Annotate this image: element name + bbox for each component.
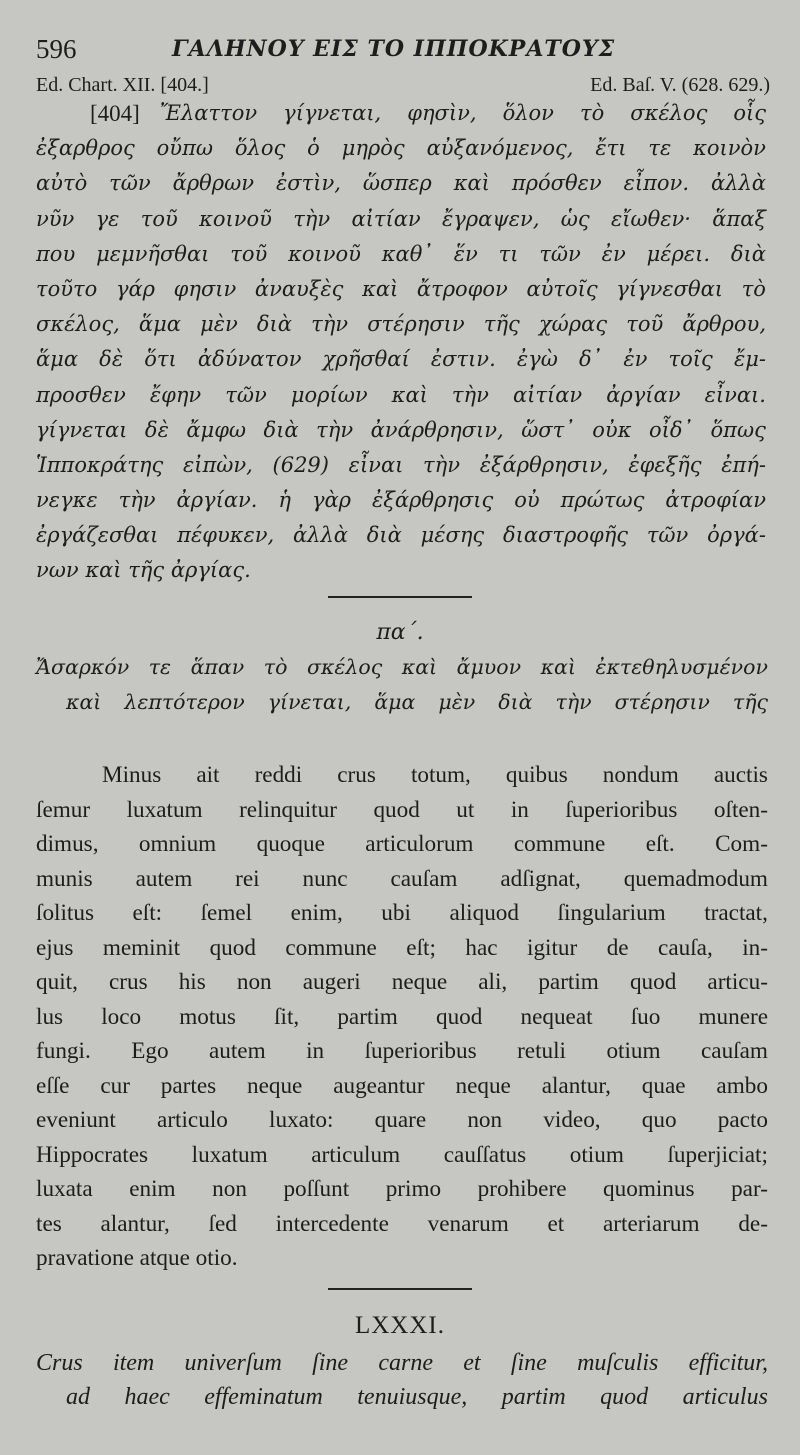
aphorism-latin-line: Crus item univerſum ſine carne et ſine muſculis efficitur, [36, 1350, 768, 1376]
latin-commentary [36, 758, 768, 1276]
latin-line: pravatione atque otio. [36, 1245, 238, 1271]
greek-line: νῦν γε τοῦ κοινοῦ τὴν αἰτίαν ἔγραψεν, ὡς εἴωθεν· ἅπαξ [36, 206, 766, 231]
greek-line: γίγνεται δὲ ἄμφω διὰ τὴν ἀνάρθρησιν, ὥστ᾽ οὐκ οἶδ᾽ ὅπως [36, 417, 766, 442]
latin-line: fungi. Ego autem in ſuperioribus retuli otium cauſam [36, 1038, 768, 1064]
edition-chart-ref: Ed. Chart. XII. [404.] [36, 74, 209, 96]
section-number-greek: πα΄. [376, 620, 424, 645]
aphorism-greek-line: Ἄσαρκόν τε ἅπαν τὸ σκέλος καὶ ἄμυον καὶ ἐκτεθηλυσμένον [36, 655, 768, 679]
greek-line [36, 96, 766, 131]
page-bracket: [404] [90, 101, 140, 126]
greek-line: νεγκε τὴν ἀργίαν. ἡ γὰρ ἐξάρθρησις οὐ πρώτως ἀτροφίαν [36, 488, 766, 513]
latin-line: lus loco motus ſit, partim quod nequeat ſuo munere [36, 1003, 768, 1030]
section-divider [328, 596, 472, 598]
aphorism-greek [36, 650, 768, 720]
running-head: ΓΑΛΗΝΟΥ ΕΙΣ ΤΟ ΙΠΠΟΚΡΑΤΟΥΣ [172, 36, 616, 62]
greek-line: προσθεν ἔφην τῶν μορίων καὶ τὴν αἰτίαν ἀργίαν εἶναι. [36, 382, 766, 407]
greek-line: ἐξαρθρος οὔπω ὅλος ὁ μηρὸς αὐξανόμενος, ἔτι τε κοινὸν [36, 136, 766, 161]
aphorism-latin-line: ad haec effeminatum tenuiusque, partim quod articulus [66, 1384, 768, 1410]
latin-line: munis autem rei nunc cauſam adſignat, quemadmodum [36, 865, 768, 892]
page-header [36, 30, 776, 70]
greek-line: ἅμα δὲ ὅτι ἀδύνατον χρῆσθαί ἐστιν. ἐγὼ δ᾽ ἐν τοῖς ἔμ- [36, 347, 766, 372]
latin-line: ſolitus eſt: ſemel enim, ubi aliquod ſingularium tractat, [36, 900, 768, 926]
latin-line: dimus, omnium quoque articulorum commune eſt. Com- [36, 831, 768, 857]
section-divider [328, 1288, 472, 1290]
latin-line: tes alantur, ſed intercedente venarum et arteriarum de- [36, 1210, 768, 1237]
section-number-latin: LXXXI. [354, 1312, 445, 1339]
latin-line: Hippocrates luxatum articulum cauſſatus otium ſuperjiciat; [36, 1141, 768, 1168]
greek-line: τοῦτο γάρ φησιν ἀναυξὲς καὶ ἄτροφον αὐτοῖς γίγνεσθαι τὸ [36, 276, 766, 301]
latin-line: eſſe cur partes neque augeantur neque alantur, quae ambo [36, 1072, 768, 1099]
page-number: 596 [36, 34, 77, 64]
latin-line: eveniunt articulo luxato: quare non video, quo pacto [36, 1107, 768, 1133]
edition-references [36, 74, 770, 98]
aphorism-greek-line: καὶ λεπτότερον γίνεται, ἅμα μὲν διὰ τὴν στέρησιν τῆς [66, 690, 768, 714]
greek-line: σκέλος, ἅμα μὲν διὰ τὴν στέρησιν τῆς χώρας τοῦ ἄρθρου, [36, 312, 766, 337]
latin-line: Minus ait reddi crus totum, quibus nondum auctis [102, 762, 768, 788]
latin-line: quit, crus his non augeri neque ali, partim quod articu- [36, 969, 768, 995]
latin-line: ejus meminit quod commune eſt; hac igitur de cauſa, in- [36, 934, 768, 961]
greek-line: Ἱπποκράτης εἰπὼν, (629) εἶναι τὴν ἐξάρθρησιν, ἐφεξῆς ἐπή- [36, 452, 766, 477]
latin-line: ſemur luxatum relinquitur quod ut in ſuperioribus oſten- [36, 796, 768, 823]
edition-bas-ref: Ed. Baſ. V. (628. 629.) [590, 74, 770, 96]
greek-line: νων καὶ τῆς ἀργίας. [36, 558, 251, 583]
greek-line: που μεμνῆσθαι τοῦ κοινοῦ καθ᾽ ἕν τι τῶν ἐν μέρει. διὰ [36, 241, 766, 266]
greek-line: αὐτὸ τῶν ἄρθρων ἐστὶν, ὥσπερ καὶ πρόσθεν εἶπον. ἀλλὰ [36, 171, 766, 196]
greek-line-text: Ἔλαττον γίγνεται, φησὶν, ὅλον τὸ σκέλος οἷς [159, 101, 766, 125]
greek-line: ἐργάζεσθαι πέφυκεν, ἀλλὰ διὰ μέσης διαστροφῆς τῶν ὀργά- [36, 523, 766, 548]
latin-line: luxata enim non poſſunt primo prohibere quominus par- [36, 1176, 768, 1202]
greek-commentary [36, 96, 766, 589]
aphorism-latin [36, 1346, 768, 1414]
